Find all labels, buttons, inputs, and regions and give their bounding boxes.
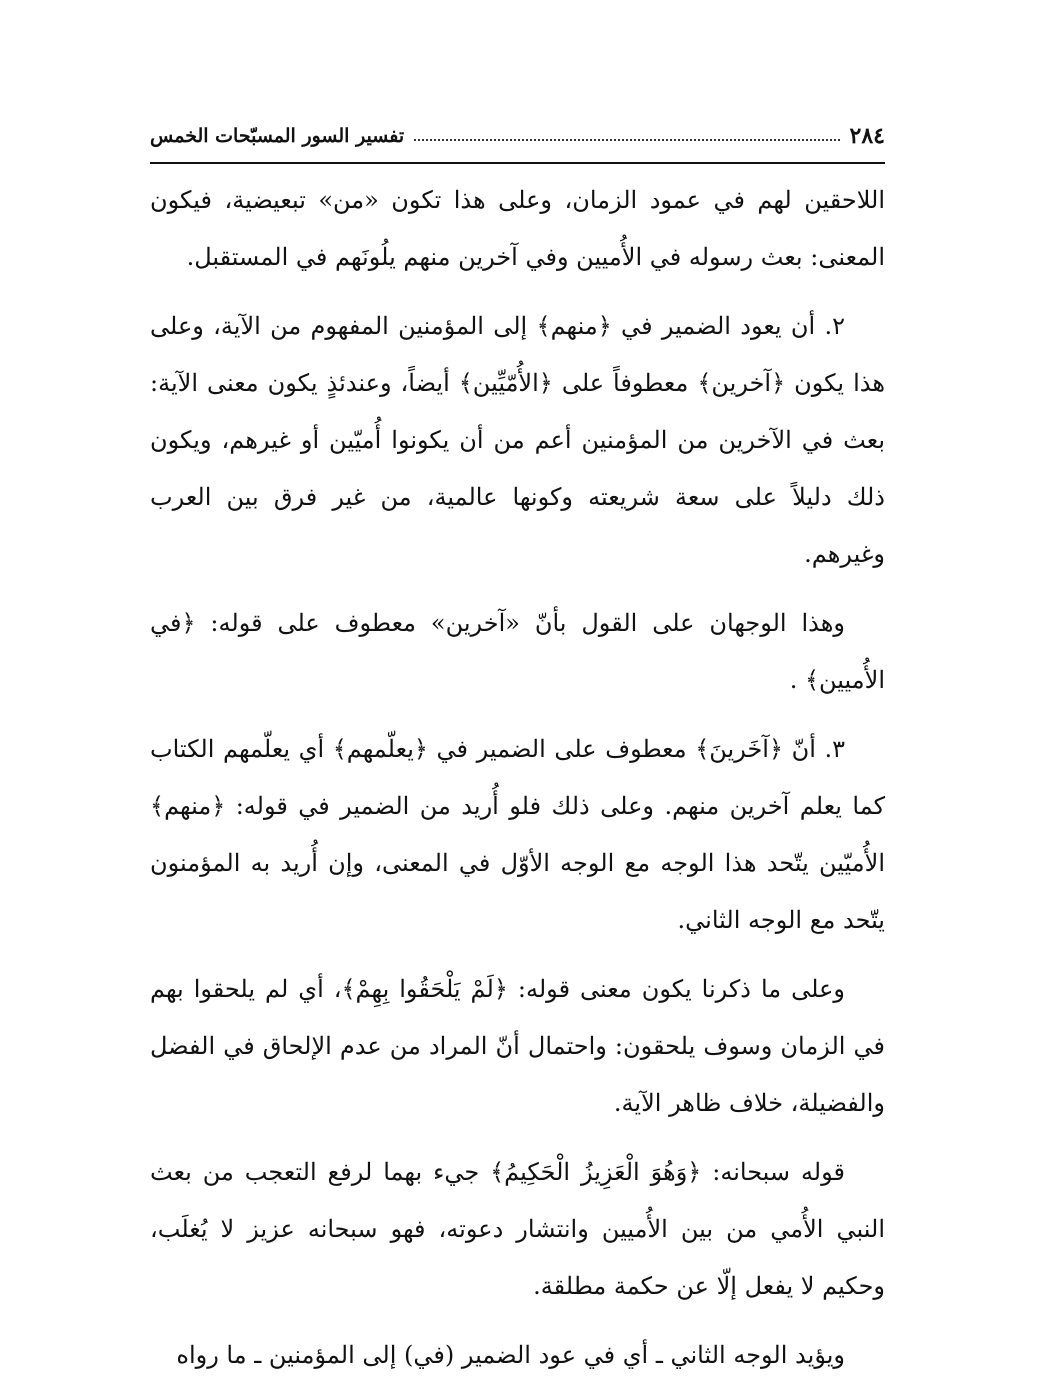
header-dotted-leader bbox=[414, 139, 839, 141]
paragraph-7: ويؤيد الوجه الثاني ـ أي في عود الضمير (في) إلى المؤمنين ـ ما رواه bbox=[176, 1341, 845, 1369]
page-number: ٢٨٤ bbox=[849, 123, 885, 149]
body-text bbox=[150, 172, 885, 1384]
paragraph-5: وعلى ما ذكرنا يكون معنى قوله: ﴿لَمْ يَلْحَقُوا بِهِمْ﴾، أي لم يلحقوا بهم في الزمان وسوف يلحقون: واحتمال أنّ المراد من عدم الإلحاق في الفضل والفضيلة، خلاف ظاهر الآية. bbox=[150, 975, 885, 1117]
paragraph-1: اللاحقين لهم في عمود الزمان، وعلى هذا تكون «من» تبعيضية، فيكون المعنى: بعث رسوله في الأُميين وفي آخرين منهم يلُونَهم في المستقبل. bbox=[150, 186, 885, 271]
page-header bbox=[150, 118, 885, 154]
paragraph-6: قوله سبحانه: ﴿وَهُوَ الْعَزِيزُ الْحَكِيمُ﴾ جيء بهما لرفع التعجب من بعث النبي الأُمي من بين الأُميين وانتشار دعوته، فهو سبحانه عزيز لا يُغلَب، وحكيم لا يفعل إلّا عن حكمة مطلقة. bbox=[150, 1158, 885, 1300]
paragraph-3: وهذا الوجهان على القول بأنّ «آخرين» معطوف على قوله: ﴿في الأُميين﴾ . bbox=[150, 609, 885, 694]
running-title: تفسير السور المسبّحات الخمس bbox=[150, 125, 405, 147]
paragraph-2: ٢. أن يعود الضمير في ﴿منهم﴾ إلى المؤمنين المفهوم من الآية، وعلى هذا يكون ﴿آخرين﴾ معطوفاً على ﴿الأُمّيِّين﴾ أيضاً، وعندئذٍ يكون معنى الآية: بعث في الآخرين من المؤمنين أعم من أن يكونوا أُميّين أو غيرهم، ويكون ذلك دليلاً على سعة شريعته وكونها عالمية، من غير فرق بين العرب وغيرهم. bbox=[150, 312, 885, 568]
header-rule bbox=[150, 162, 885, 164]
paragraph-4: ٣. أنّ ﴿آخَرينَ﴾ معطوف على الضمير في ﴿يعلّمهم﴾ أي يعلّمهم الكتاب كما يعلم آخرين منهم. وعلى ذلك فلو أُريد من الضمير في قوله: ﴿منهم﴾ الأُميّين يتّحد هذا الوجه مع الوجه الأوّل في المعنى، وإن أُريد به المؤمنون يتّحد مع الوجه الثاني. bbox=[150, 735, 885, 934]
